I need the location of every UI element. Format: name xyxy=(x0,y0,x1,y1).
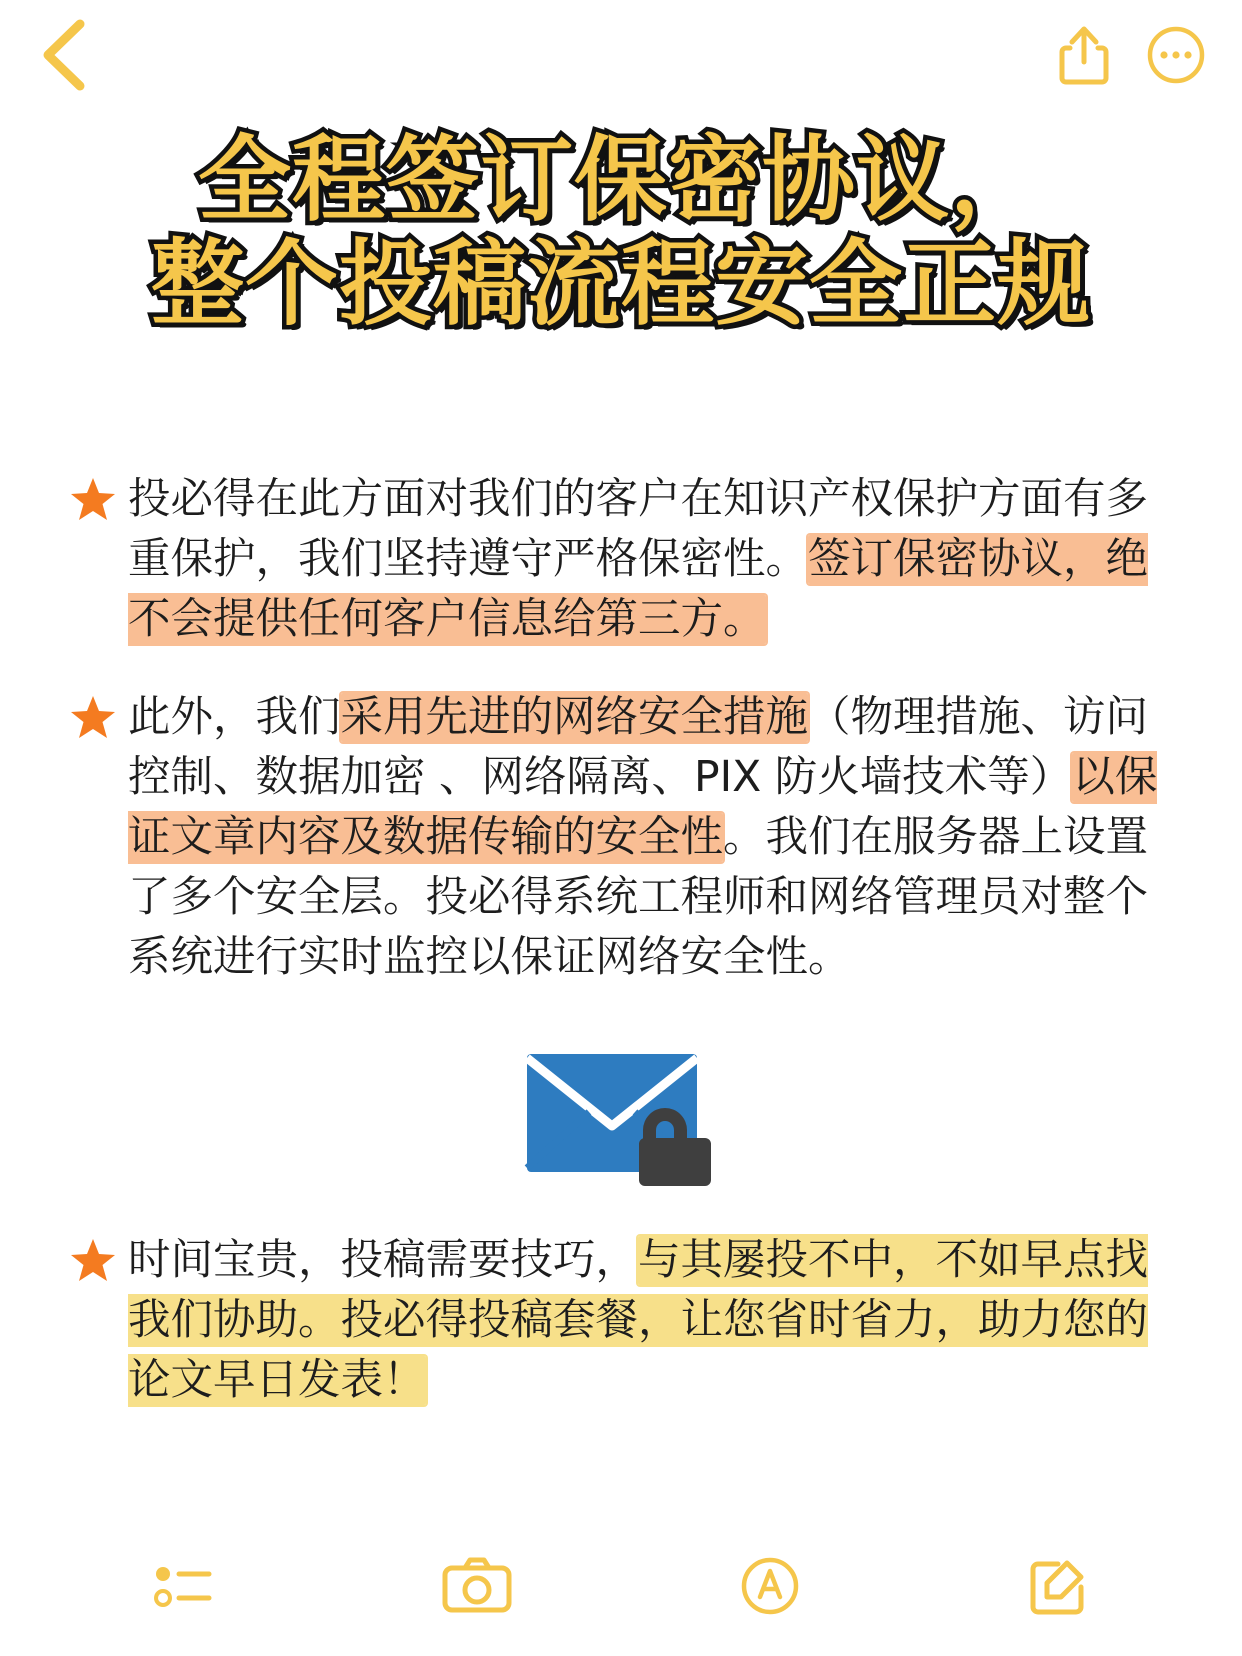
page-title-line-1: 全程签订保密协议， xyxy=(198,126,1044,234)
edit-compose-icon[interactable] xyxy=(1027,1555,1089,1617)
paragraph-3-seg-2-highlight: 与其屡投不中，不如早点找我们协助。投必得投稿套餐，让您省时省力，助力您的论文早日发表！ xyxy=(128,1236,1149,1405)
paragraph-2 xyxy=(128,688,1182,988)
share-icon[interactable] xyxy=(1056,24,1112,86)
list-menu-icon[interactable] xyxy=(153,1558,215,1614)
paragraph-1-seg-2-highlight: 签订保密协议，绝不会提供任何客户信息给第三方。 xyxy=(128,535,1149,644)
camera-icon[interactable] xyxy=(441,1556,513,1616)
paragraph-2-seg-2-highlight: 采用先进的网络安全措施 xyxy=(340,693,809,742)
locked-envelope-icon xyxy=(521,1173,731,1190)
page-title-line-2: 整个投稿流程安全正规 xyxy=(151,230,1091,338)
page-title xyxy=(0,128,1242,336)
paragraph-2-seg-1: 此外，我们 xyxy=(128,693,341,742)
article-body xyxy=(0,470,1242,1449)
list-item xyxy=(70,1231,1182,1411)
top-actions xyxy=(1056,24,1206,86)
chevron-left-icon[interactable] xyxy=(36,16,94,94)
star-icon xyxy=(70,476,128,527)
figure-locked-envelope xyxy=(70,1026,1182,1191)
bottom-toolbar xyxy=(0,1516,1242,1656)
more-options-icon[interactable] xyxy=(1146,25,1206,85)
top-navigation-bar xyxy=(0,0,1242,110)
paragraph-1-seg-1: 投必得在此方面对我们的客户在知识产权保护方面有多重保护，我们坚持遵守严格保密性。 xyxy=(128,475,1149,584)
list-item xyxy=(70,470,1182,650)
paragraph-3-seg-1: 时间宝贵，投稿需要技巧， xyxy=(128,1236,639,1285)
list-item xyxy=(70,688,1182,988)
annotate-icon[interactable] xyxy=(739,1555,801,1617)
star-icon xyxy=(70,694,128,745)
paragraph-3 xyxy=(128,1231,1182,1411)
paragraph-2-seg-4-highlight: 以保证文章内容及数据传输的安全性 xyxy=(128,753,1158,862)
star-icon xyxy=(70,1237,128,1288)
paragraph-1 xyxy=(128,470,1182,650)
paragraph-2-seg-3: （物理措施、访问控制、数据加密 、网络隔离、PIX 防火墙技术等） xyxy=(128,693,1149,802)
paragraph-2-seg-5: 。我们在服务器上设置了多个安全层。投必得系统工程师和网络管理员对整个系统进行实时监控以保证网络安全性。 xyxy=(128,813,1149,982)
